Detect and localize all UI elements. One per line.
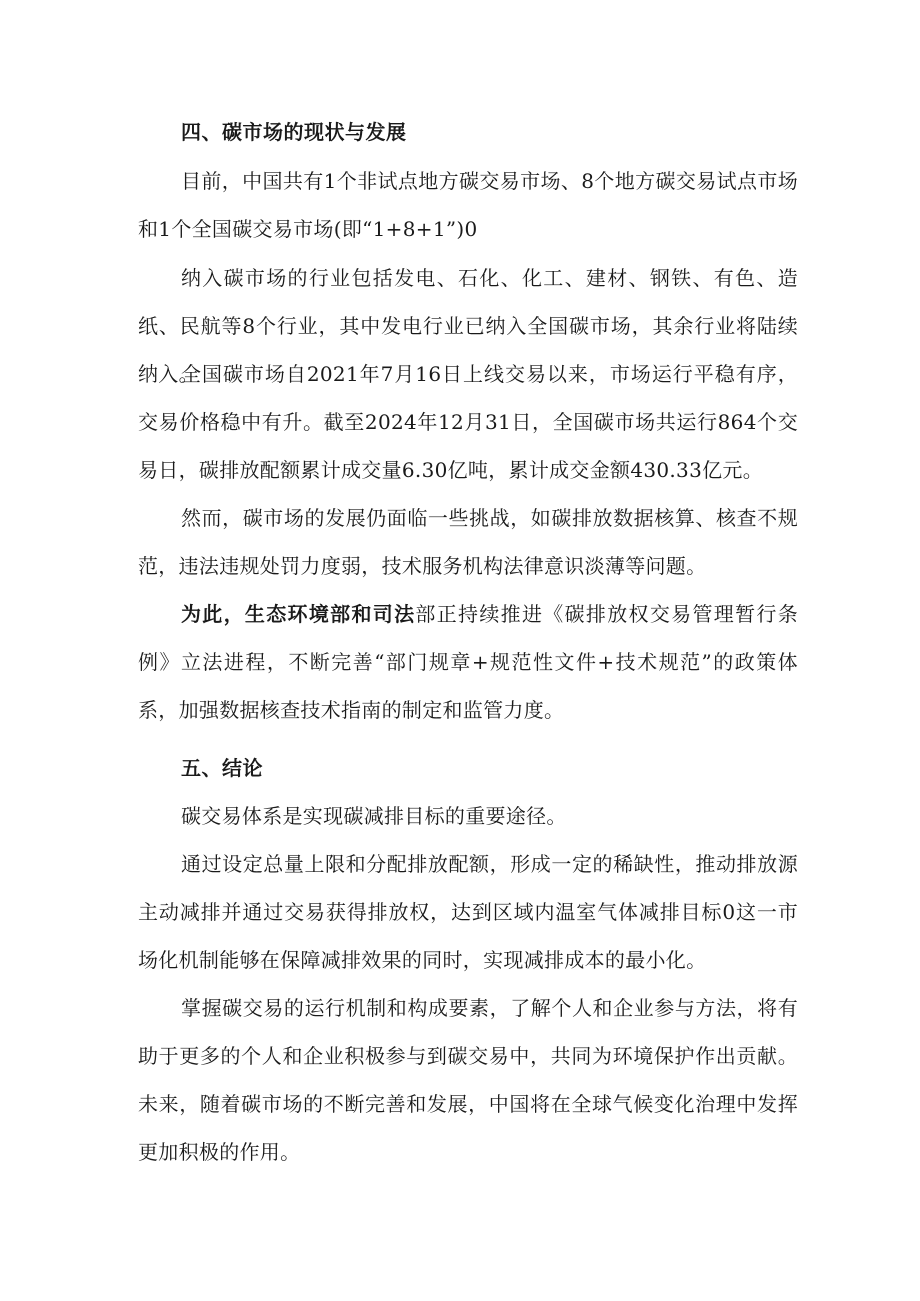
paragraph-5-text: 部正持续推进《碳排放权交易管理暂行条例》立法进程，不断完善“部门规章+规范性文件+技术规范”的政策体系，加强数据核查技术指南的制定和监管力度。 xyxy=(138,602,798,722)
section-4-heading: 四、碳市场的现状与发展 xyxy=(181,120,407,144)
section-4-paragraph-1: 目前，中国共有1个非试点地方碳交易市场、8个地方碳交易试点市场和1个全国碳交易市场(即“1+8+1”)0 xyxy=(138,169,798,241)
section-5-paragraph-3: 掌握碳交易的运行机制和构成要素，了解个人和企业参与方法，将有助于更多的个人和企业积极参与到碳交易中，共同为环境保护作出贡献。未来，随着碳市场的不断完善和发展，中国将在全球气候变化治理中发挥更加积极的作用。 xyxy=(138,996,798,1164)
section-5-heading: 五、结论 xyxy=(181,756,263,780)
section-4-paragraph-5 xyxy=(138,590,798,734)
section-5-paragraph-1: 碳交易体系是实现碳减排目标的重要途径。 xyxy=(181,804,567,828)
paragraph-5-bold-lead: 为此，生态环境部和司法 xyxy=(181,602,416,626)
section-4-paragraph-4: 然而，碳市场的发展仍面临一些挑战，如碳排放数据核算、核查不规范，违法违规处罚力度弱，技术服务机构法律意识淡薄等问题。 xyxy=(138,506,798,578)
section-5-paragraph-2: 通过设定总量上限和分配排放配额，形成一定的稀缺性，推动排放源主动减排并通过交易获得排放权，达到区域内温室气体减排目标0这一市场化机制能够在保障减排效果的同时，实现减排成本的最小化。 xyxy=(138,852,798,972)
section-4-paragraph-2: 纳入碳市场的行业包括发电、石化、化工、建材、钢铁、有色、造纸、民航等8个行业，其中发电行业已纳入全国碳市场，其余行业将陆续纳入。 xyxy=(138,266,798,386)
section-4-paragraph-3: 全国碳市场自2021年7月16日上线交易以来，市场运行平稳有序，交易价格稳中有升。截至2024年12月31日，全国碳市场共运行864个交易日，碳排放配额累计成交量6.30亿吨，累计成交金额430.33亿元。 xyxy=(138,362,798,482)
